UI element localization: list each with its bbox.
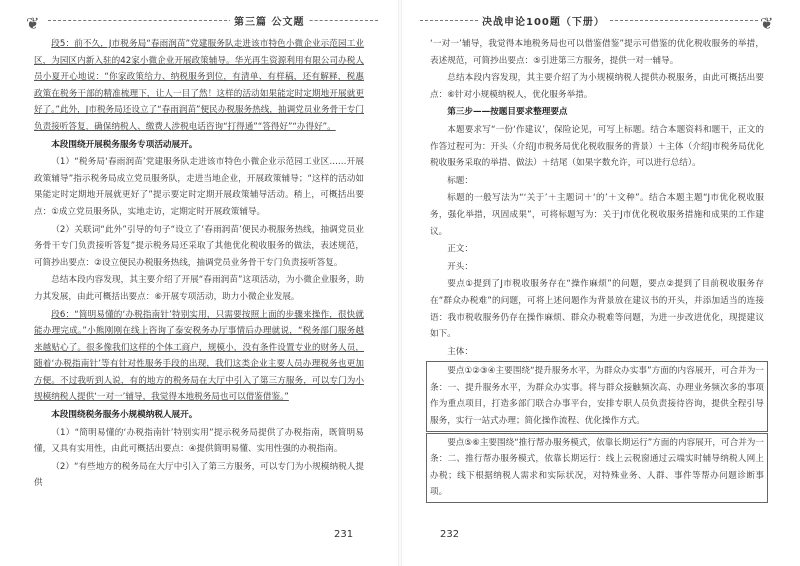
paragraph: 段5：前不久，J市税务局“春雨润苗”党建服务队走进该市特色小微企业示范园工业区，为园区内新入驻的42家小微企业开展政策辅导。华光再生资源利用有限公司办税人员小夏开心地说：“你家政策给力、纳税服务到位，有清单、有样稿，还有解释，税惠政策在税务干部的精准梳理下，让人一目了然！这样的活动如果能定时定期地开展就更好了。”此外，J市税务局还设立了“春雨润苗”便民办税服务热线，抽调党员业务骨干专门负责接听答复，确保纳税人、缴费人涉税电话咨询“打得通”“答得好”“办得好”。 <box>34 39 364 132</box>
paragraph: 总结本段内容发现，其主要介绍了开展“春雨润苗”这项活动，为小微企业服务，助力其发展，由此可概括出要点：⑥开展专项活动，助力小微企业发展。 <box>34 275 364 302</box>
leaf-ornament-icon: ❦ <box>760 14 775 33</box>
paragraph: 主体： <box>447 346 473 357</box>
boxed-paragraph: 要点①②③④主要围绕“提升服务水平，为群众办实事”方面的内容展开，可合并为一条：一、提升服务水平，为群众办实事。将与群众接触频次高、办理业务频次多的事项作为重点项目，打造多部门联合办事平台，安排专职人员负责接待咨询，提供全程引导服务，实行一站式办理；简化操作流程、优化操作方式。 <box>426 361 768 431</box>
right-page-body <box>430 36 764 504</box>
paragraph: 本段围绕税务服务小规模纳税人展开。 <box>51 410 198 421</box>
paragraph: （2）“有些地方的税务局在大厅中引入了第三方服务，可以专门为小规模纳税人提供 <box>34 461 364 489</box>
paragraph: （2）关联词“此外”引导的句子“设立了‘春雨润苗’便民办税服务热线，抽调党员业务骨干专门负责接听答复”提示税务局还采取了其他优化税收服务的做法，表述规范，可简抄出要点：②设立便民办税服务热线，抽调党员业务骨干专门负责接听答复。 <box>34 224 364 268</box>
paragraph: （1）“税务局‘春雨润苗’党建服务队走进该市特色小微企业示范园工业区……开展政策辅导”指示税务局成立党员服务队，走进当地企业，开展政策辅导；“这样的活动如果能定时定期地开展就更好了”提示要定时定期开展政策辅导活动。稍上，可概括出要点：①成立党员服务队，实地走访，定期定时开展政策辅导。 <box>34 157 364 217</box>
right-page <box>400 0 800 566</box>
right-page-header <box>420 10 780 33</box>
paragraph: 本段围绕开展税务服务专项活动展开。 <box>51 139 198 150</box>
paragraph: 总结本段内容发现，其主要介绍了为小规模纳税人提供办税服务，由此可概括出要点：⑥针对小规模纳税人，优化服务举措。 <box>430 73 764 100</box>
section-heading: 第三步——按题目要求整理要点 <box>447 107 568 118</box>
left-page-header <box>20 10 380 33</box>
left-header-title: 第三篇 公文题 <box>230 13 308 28</box>
boxed-paragraph: 要点⑤⑥主要围绕“推行帮办服务模式，依靠长期运行”方面的内容展开，可合并为一条：二、推行帮办服务模式，依靠长期运行：线上云税窗通过云端实时辅导纳税人网上办税；线下根据纳税人需求和实际状况，对特殊业务、人群、事件等帮办问题诊断事项。 <box>426 433 768 503</box>
page-number: 232 <box>440 529 460 540</box>
paragraph: 段6：“简明易懂的‘办税指南针’特别实用，只需要按照上面的步骤来操作，很快就能办理完成。”小熊刚刚在线上咨询了泰安税务办厅事情后办理就说，“税务部门服务越来越贴心了。很多像我们这样的个体工商户，规模小，没有条件设置专业的财务人员，随着‘办税指南针’等有针对性服务手段的出现，我们这类企业主要人员办理税务也更加方便。不过我听到人说，有的地方的税务局在大厅中引入了第三方服务，可以专门为小规模纳税人提供‘一对一’辅导，我觉得本地税务局也可以借鉴借鉴。” <box>34 309 364 403</box>
paragraph: 标题的一般写法为“‘关于’＋主题词＋‘的’＋文种”。结合本题主题“J市优化税收服务，强化举措，巩固成果”，可将标题写为：关于J市优化税收服务措施和成果的工作建议。 <box>430 193 764 237</box>
left-page-body <box>34 36 364 493</box>
paragraph: 正文： <box>447 244 473 255</box>
paragraph: （1）“简明易懂的‘办税指南针’特别实用”提示税务局提供了办税指南，既简明易懂，又具有实用性，由此可概括出要点：④提供简明易懂、实用性强的办税指南。 <box>34 427 364 455</box>
page-number: 231 <box>334 529 354 540</box>
paragraph: 本题要求写“一份‘作建议’，保险论见，可写上标题。结合本题资料和题干，正文的作答过程可为：开头（介绍J市税务局优化税收服务的背景）＋主体（介绍J市税务局优化税收服务采取的举措、做法）＋结尾（如果字数允许，可以进行总结）。 <box>430 124 764 169</box>
paragraph: 开头： <box>447 261 473 272</box>
paragraph: ‘一对一’辅导，我觉得本地税务局也可以借鉴借鉴”提示可借鉴的优化税收服务的举措，表述规范，可简抄出要点：⑤引进第三方服务，提供一对一辅导。 <box>430 39 764 66</box>
paragraph: 标题： <box>447 175 473 186</box>
right-header-title: 决战申论100题（下册） <box>478 13 609 28</box>
leaf-ornament-icon: ❦ <box>26 14 41 33</box>
paragraph: 要点①提到了J市税收服务存在“操作麻烦”的问题，要点②提到了目前税收服务存在“群众办税难”的问题，可将上述问题作为背景放在建议书的开头，并添加适当的连接语：我市税收服务仍存在操作麻烦、群众办税难等问题，为进一步改进优化，现提建议如下。 <box>430 279 764 340</box>
